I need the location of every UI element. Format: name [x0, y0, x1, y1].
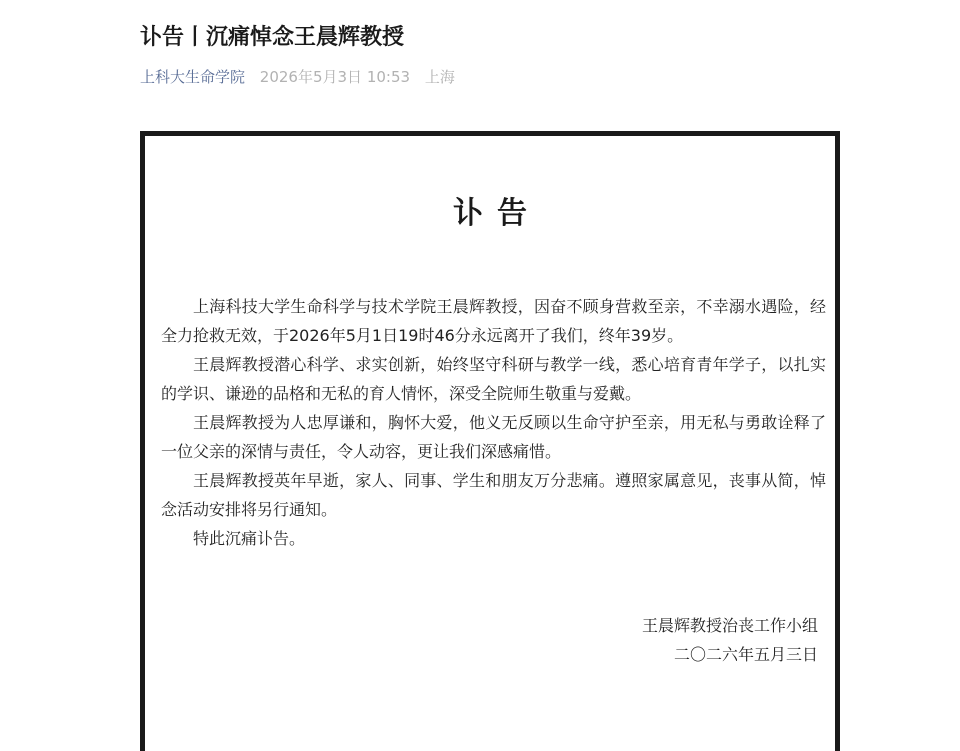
notice-body	[161, 292, 826, 553]
article-meta	[140, 66, 455, 88]
notice-paragraph: 王晨辉教授为人忠厚谦和，胸怀大爱，他义无反顾以生命守护至亲，用无私与勇敢诠释了一位父亲的深情与责任，令人动容，更让我们深感痛惜。	[161, 413, 826, 461]
notice-paragraph: 上海科技大学生命科学与技术学院王晨辉教授，因奋不顾身营救至亲，不幸溺水遇险，经全力抢救无效，于2026年5月1日19时46分永远离开了我们，终年39岁。	[161, 297, 826, 345]
notice-paragraph: 王晨辉教授英年早逝，家人、同事、学生和朋友万分悲痛。遵照家属意见，丧事从简，悼念活动安排将另行通知。	[161, 471, 826, 519]
signature-organization: 王晨辉教授治丧工作小组	[641, 616, 818, 635]
signature-date: 二〇二六年五月三日	[673, 645, 818, 664]
publish-location: 上海	[424, 68, 455, 86]
notice-paragraph: 王晨辉教授潜心科学、求实创新，始终坚守科研与教学一线，悉心培育青年学子，以扎实的学识、谦逊的品格和无私的育人情怀，深受全院师生敬重与爱戴。	[161, 355, 826, 403]
obituary-notice-image	[140, 131, 840, 751]
account-name-link[interactable]: 上科大生命学院	[140, 68, 246, 86]
notice-heading: 讣告	[453, 196, 541, 231]
article-title: 讣告丨沉痛悼念王晨辉教授	[140, 25, 405, 50]
notice-paragraph: 特此沉痛讣告。	[193, 529, 306, 548]
publish-time: 2026年5月3日 10:53	[259, 68, 411, 86]
notice-signature	[642, 611, 818, 669]
